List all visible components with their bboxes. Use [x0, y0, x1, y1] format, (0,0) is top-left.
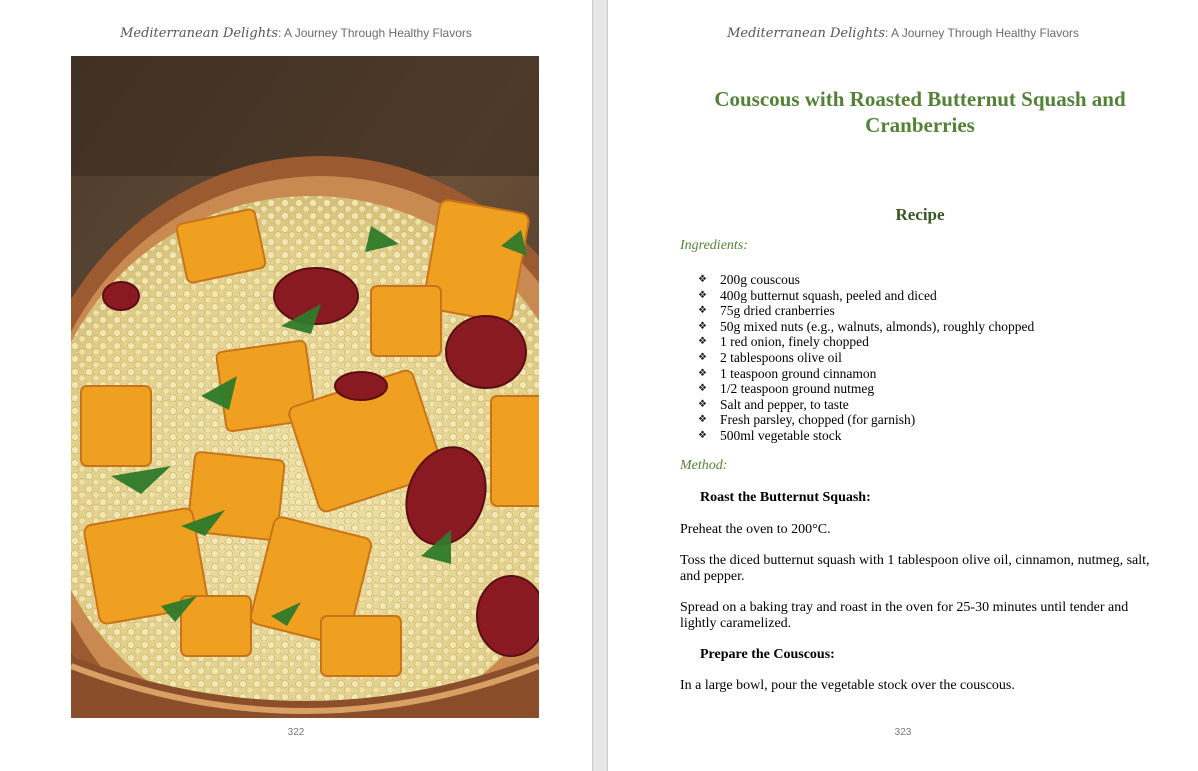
list-item: ❖ 1/2 teaspoon ground nutmeg — [698, 381, 875, 397]
diamond-bullet-icon: ❖ — [698, 305, 707, 317]
book-brand: Mediterranean Delights — [120, 26, 279, 41]
method-label: Method: — [680, 458, 728, 473]
step-heading-couscous: Prepare the Couscous: — [700, 647, 835, 662]
list-item: ❖ 400g butternut squash, peeled and diced — [698, 287, 937, 303]
page-number-left: 322 — [287, 727, 305, 738]
diamond-bullet-icon: ❖ — [698, 289, 707, 301]
list-item: ❖ 2 tablespoons olive oil — [698, 349, 842, 365]
diamond-bullet-icon: ❖ — [698, 414, 707, 426]
method-paragraph: Preheat the oven to 200°C. — [680, 522, 831, 537]
book-brand: Mediterranean Delights — [727, 26, 886, 41]
running-header-left — [0, 26, 592, 41]
method-paragraph: Spread on a baking tray and roast in the oven for 25-30 minutes until tender and lightly caramelized. — [680, 600, 1129, 631]
recipe-title-line-2: Cranberries — [865, 113, 975, 137]
list-item: ❖ 200g couscous — [698, 272, 800, 287]
book-subtitle: : A Journey Through Healthy Flavors — [278, 26, 472, 40]
book-subtitle: : A Journey Through Healthy Flavors — [885, 26, 1079, 40]
list-item: ❖ 1 teaspoon ground cinnamon — [698, 365, 877, 381]
list-item: ❖ 75g dried cranberries — [698, 303, 835, 319]
running-header-right — [608, 26, 1198, 41]
list-item: ❖ Fresh parsley, chopped (for garnish) — [698, 412, 916, 428]
list-item: ❖ 500ml vegetable stock — [698, 427, 842, 443]
couscous-dish-photo — [71, 56, 539, 718]
diamond-bullet-icon: ❖ — [698, 351, 707, 363]
book-spine-gutter — [592, 0, 608, 771]
ingredients-list — [698, 272, 1034, 444]
method-paragraph: Toss the diced butternut squash with 1 tablespoon olive oil, cinnamon, nutmeg, salt, and pepper. — [680, 553, 1150, 584]
method-paragraph: In a large bowl, pour the vegetable stock over the couscous. — [680, 678, 1015, 693]
ingredients-label: Ingredients: — [680, 238, 748, 253]
recipe-title — [680, 86, 1160, 138]
list-item: ❖ 1 red onion, finely chopped — [698, 334, 869, 350]
page-number-right: 323 — [894, 727, 912, 738]
diamond-bullet-icon: ❖ — [698, 367, 707, 379]
recipe-title-line-1: Couscous with Roasted Butternut Squash and — [714, 87, 1126, 111]
diamond-bullet-icon: ❖ — [698, 398, 707, 410]
diamond-bullet-icon: ❖ — [698, 383, 707, 395]
diamond-bullet-icon: ❖ — [698, 429, 707, 441]
list-item: ❖ 50g mixed nuts (e.g., walnuts, almonds), roughly chopped — [698, 318, 1035, 334]
list-item: ❖ Salt and pepper, to taste — [698, 396, 849, 412]
diamond-bullet-icon: ❖ — [698, 336, 707, 348]
diamond-bullet-icon: ❖ — [698, 274, 707, 285]
left-page — [0, 0, 592, 771]
diamond-bullet-icon: ❖ — [698, 320, 707, 332]
step-heading-roast: Roast the Butternut Squash: — [700, 490, 871, 505]
recipe-heading: Recipe — [895, 205, 945, 224]
